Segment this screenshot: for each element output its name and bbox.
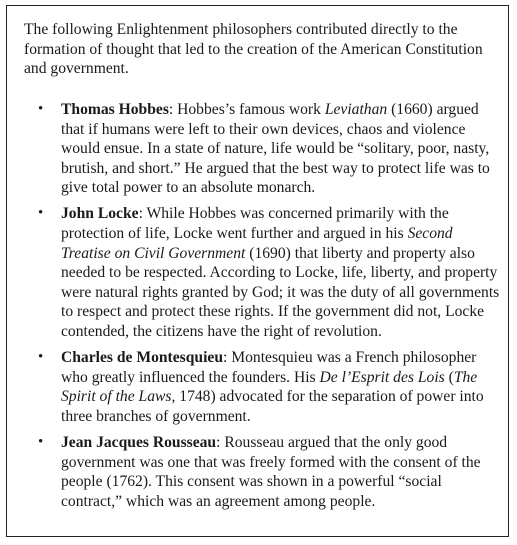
description-text: Montesquieu was a French philosopher who greatly influenced the founders. His xyxy=(61,349,477,386)
description-text: (1660) argued that if humans were left to their own devices, chaos and violence would ensue. In a state of nature, life would be “solitary, poor, nasty, brutish, and short.” He argued that the best way to protect life was to give total power to an absolute monarch. xyxy=(61,101,490,197)
name-separator: : xyxy=(216,434,225,451)
philosopher-list xyxy=(34,100,500,518)
bullet-icon: • xyxy=(38,101,44,117)
list-item-hobbes xyxy=(34,100,500,198)
bullet-icon: • xyxy=(38,349,44,366)
bullet-icon: • xyxy=(38,205,44,222)
description-text: 1748) advocated for the separation of power into three branches of government. xyxy=(61,388,484,425)
name-separator: : xyxy=(138,205,147,223)
work-title: Second Treatise on Civil Government xyxy=(61,225,453,262)
philosopher-name: John Locke xyxy=(61,205,139,223)
philosopher-name: Jean Jacques Rousseau xyxy=(61,434,217,451)
description-text: While Hobbes was concerned primarily with the protection of life, Locke went further and argued in his xyxy=(61,205,449,243)
description-text: (1690) that liberty and property also needed to be respected. According to Locke, life, liberty, and property were natural rights granted by God; it was the duty of all governments to respect and protect these rights. If the government did not, Locke contended, the citizens have the right of revolution. xyxy=(61,244,500,341)
work-title: Leviathan xyxy=(324,101,388,118)
work-title-translation: The Spirit of the Laws, xyxy=(61,368,478,406)
name-separator: : xyxy=(223,349,232,367)
philosopher-name: Charles de Montesquieu xyxy=(61,349,224,367)
bullet-icon: • xyxy=(38,434,44,450)
list-item-locke xyxy=(34,204,500,341)
intro-paragraph: The following Enlightenment philosophers contributed directly to the formation of thought that led to the creation of the American Constitution and government. xyxy=(24,21,483,78)
description-text: ( xyxy=(444,368,454,386)
philosopher-name: Thomas Hobbes xyxy=(61,101,169,118)
work-title: De l’Esprit des Lois xyxy=(319,368,445,386)
name-separator: : xyxy=(168,101,178,118)
list-item-montesquieu xyxy=(34,348,500,426)
description-text: Rousseau argued that the only good government was one that was freely formed with the consent of the people (1762). This consent was shown in a powerful “social contract,” which was an agreement among people. xyxy=(61,434,481,510)
description-text: Hobbes’s famous work xyxy=(177,101,325,118)
list-item-rousseau xyxy=(34,433,500,511)
